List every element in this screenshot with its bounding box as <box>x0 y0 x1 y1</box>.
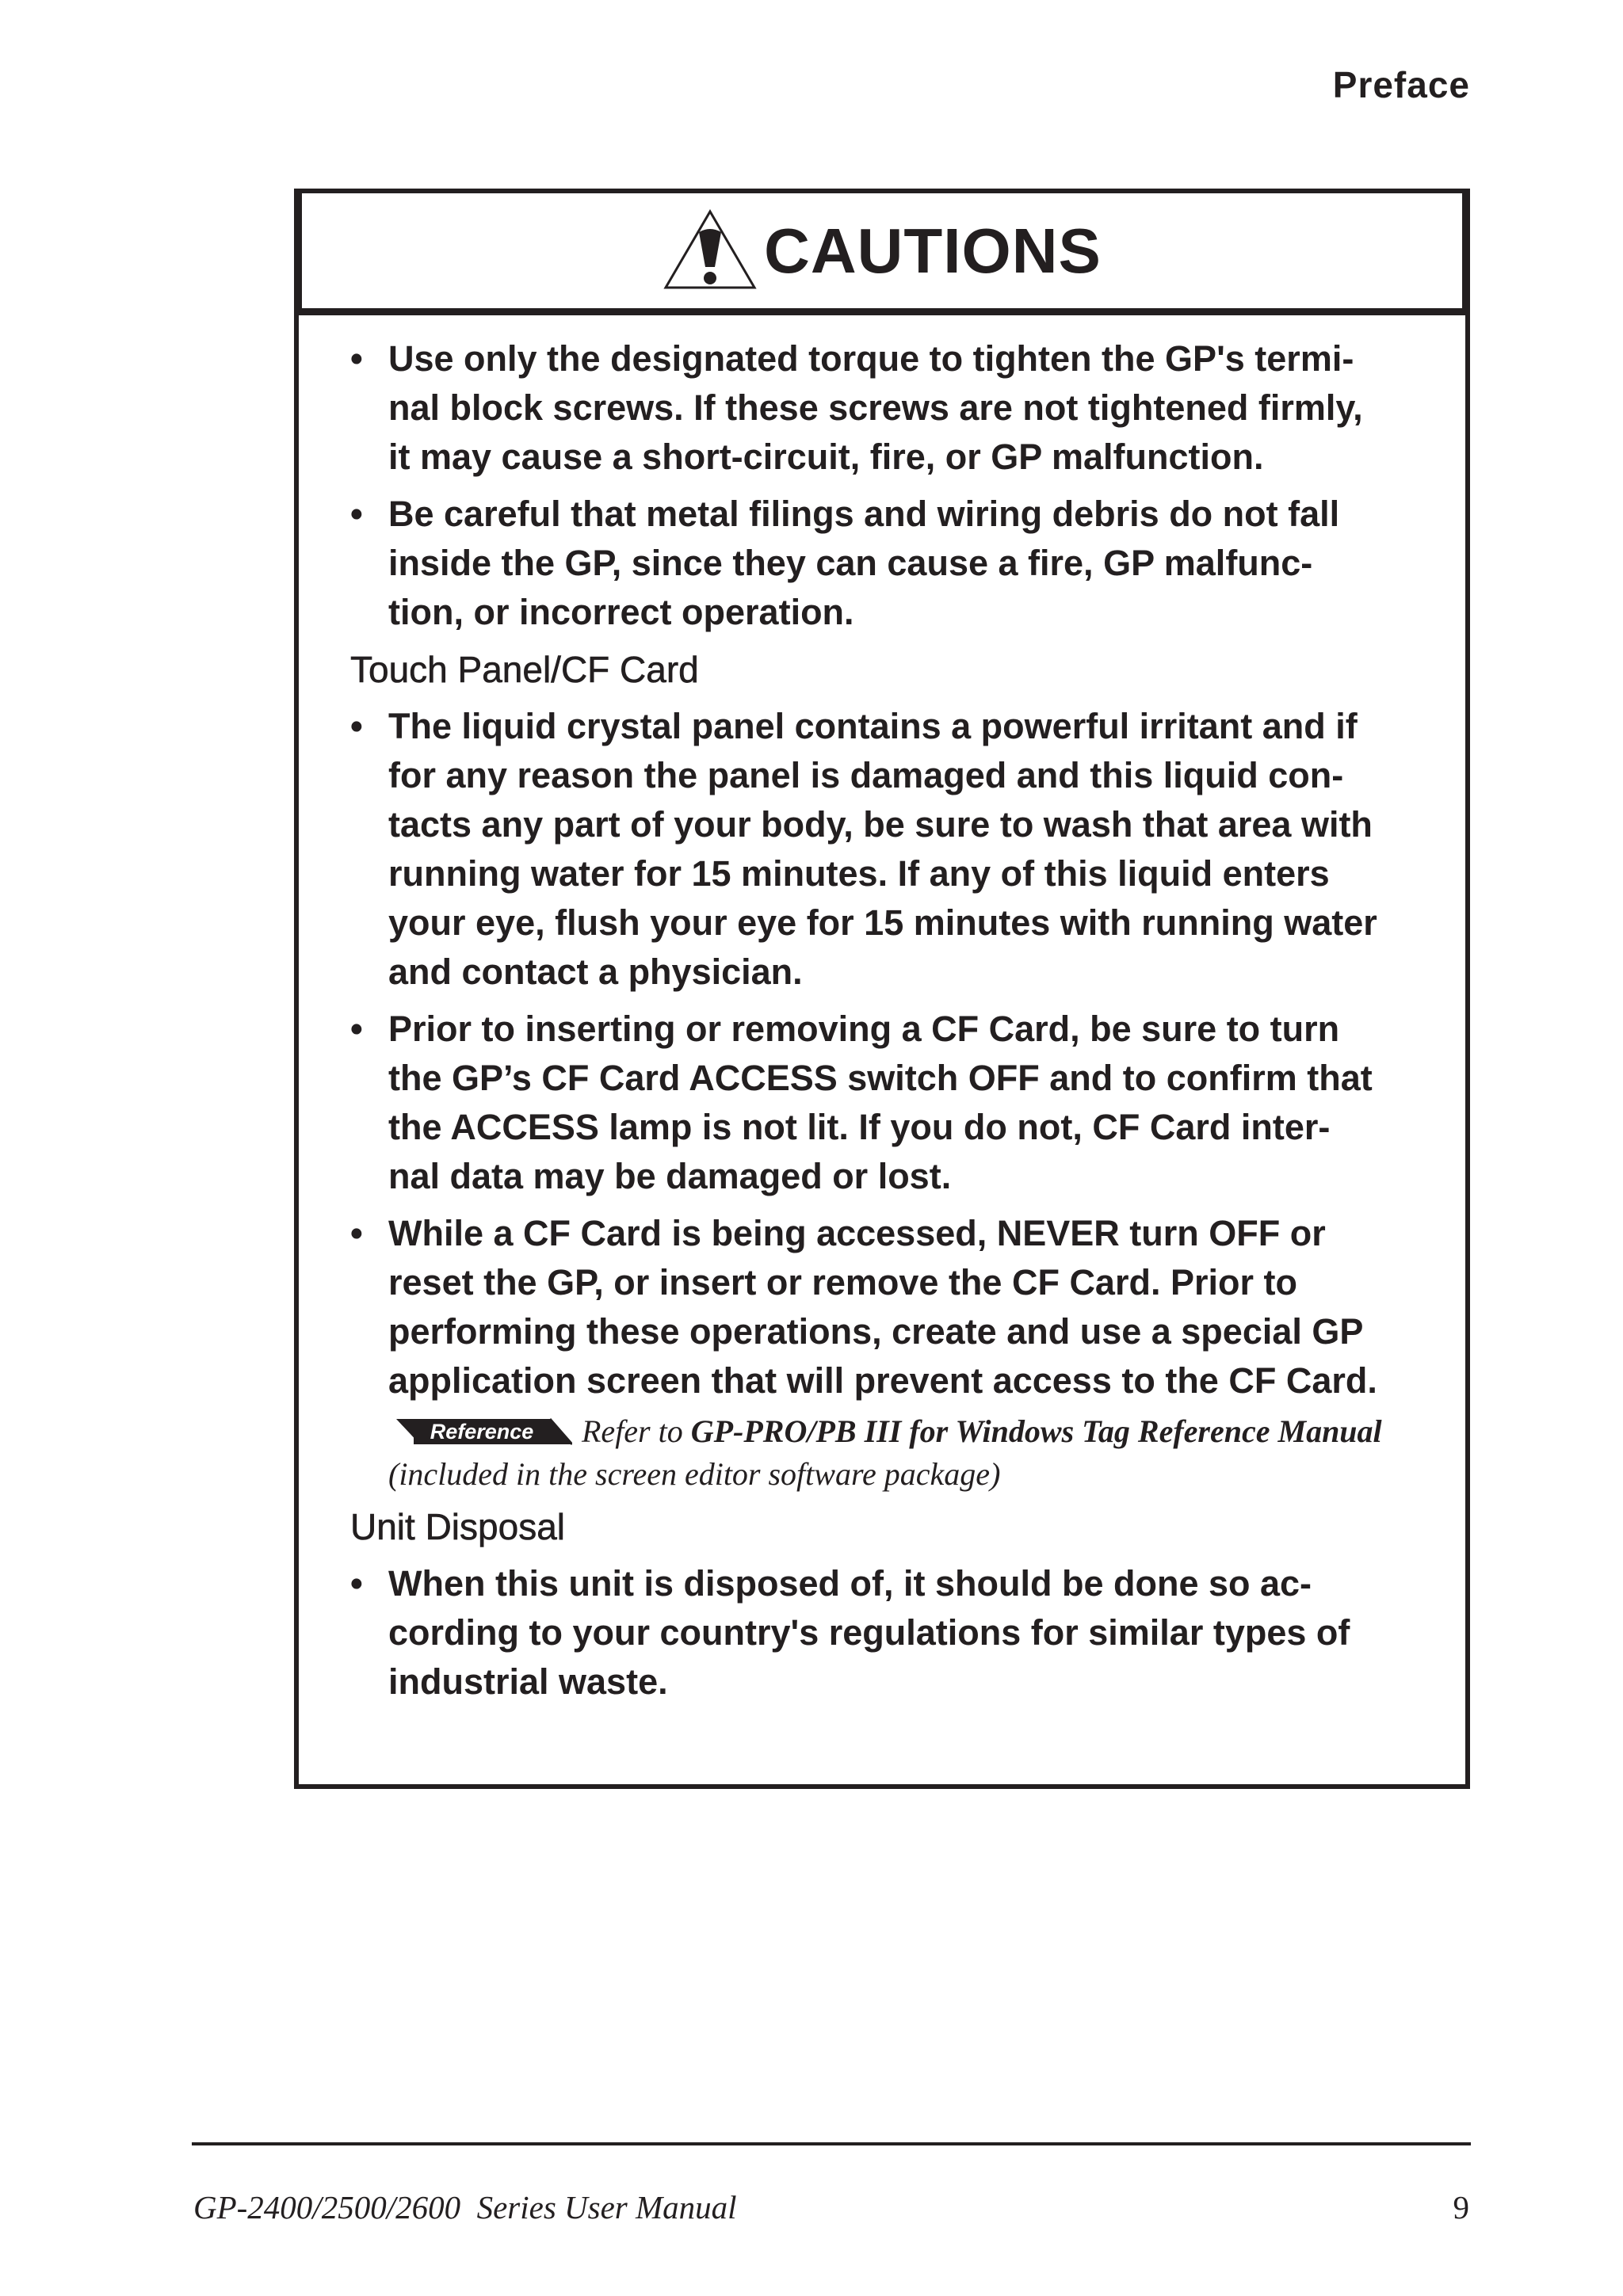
caution-line: inside the GP, since they can cause a fire, GP malfunc- <box>388 543 1313 583</box>
caution-line: and contact a physician. <box>388 952 803 992</box>
caution-line: for any reason the panel is damaged and this liquid con- <box>388 755 1344 795</box>
caution-line: application screen that will prevent access to the CF Card. <box>388 1360 1377 1401</box>
caution-line: your eye, flush your eye for 15 minutes with running water <box>388 902 1377 943</box>
bullet-icon: • <box>350 1563 363 1604</box>
caution-item-debris <box>350 490 1428 637</box>
caution-line: tion, or incorrect operation. <box>388 592 854 632</box>
caution-line: running water for 15 minutes. If any of this liquid enters <box>388 853 1330 894</box>
warning-triangle-icon <box>663 208 758 291</box>
caution-line: cording to your country's regulations for similar types of <box>388 1612 1350 1653</box>
section-title: Preface <box>1332 64 1470 105</box>
caution-line: it may cause a short-circuit, fire, or GP malfunction. <box>388 437 1264 477</box>
caution-line: tacts any part of your body, be sure to wash that area with <box>388 804 1373 845</box>
caution-line: Use only the designated torque to tighten the GP's termi- <box>388 338 1354 379</box>
bullet-icon: • <box>350 706 363 746</box>
page-number: 9 <box>1453 2189 1469 2225</box>
bullet-icon: • <box>350 338 363 379</box>
footer-manual-title: GP-2400/2500/2600 Series User Manual <box>193 2189 737 2225</box>
caution-item-torque <box>350 334 1428 482</box>
caution-line: industrial waste. <box>388 1661 668 1702</box>
reference-prefix: Refer to <box>582 1413 691 1449</box>
reference-note <box>350 1410 1428 1496</box>
caution-line: When this unit is disposed of, it should be done so ac- <box>388 1563 1312 1604</box>
bullet-icon: • <box>350 1009 363 1049</box>
cautions-content <box>350 334 1428 1714</box>
caution-item-cf-card-insert <box>350 1005 1428 1201</box>
caution-line: reset the GP, or insert or remove the CF Card. Prior to <box>388 1262 1297 1302</box>
footer-divider <box>192 2142 1471 2145</box>
reference-manual-title: GP-PRO/PB III for Windows Tag Reference Manual <box>690 1413 1382 1449</box>
touch-panel-heading: Touch Panel/CF Card <box>350 649 699 690</box>
bullet-icon: • <box>350 1213 363 1253</box>
caution-line: nal block screws. If these screws are not tightened firmly, <box>388 387 1363 428</box>
bullet-icon: • <box>350 494 363 534</box>
caution-item-liquid-crystal <box>350 702 1428 997</box>
caution-item-cf-card-access <box>350 1209 1428 1405</box>
reference-note-text: (included in the screen editor software package) <box>388 1456 1001 1492</box>
cautions-title: CAUTIONS <box>764 215 1102 286</box>
cautions-banner <box>299 193 1465 315</box>
reference-badge-icon <box>396 1416 572 1447</box>
reference-line <box>388 1410 1428 1453</box>
unit-disposal-heading: Unit Disposal <box>350 1506 565 1547</box>
caution-line: the GP’s CF Card ACCESS switch OFF and to confirm that <box>388 1058 1373 1098</box>
caution-line: Prior to inserting or removing a CF Card, be sure to turn <box>388 1009 1340 1049</box>
cautions-box <box>294 189 1470 1789</box>
caution-line: While a CF Card is being accessed, NEVER turn OFF or <box>388 1213 1326 1253</box>
reference-badge-label: Reference <box>430 1419 534 1444</box>
caution-line: The liquid crystal panel contains a powerful irritant and if <box>388 706 1358 746</box>
caution-line: performing these operations, create and use a special GP <box>388 1311 1364 1352</box>
caution-item-disposal <box>350 1559 1428 1707</box>
caution-line: Be careful that metal filings and wiring debris do not fall <box>388 494 1340 534</box>
caution-line: the ACCESS lamp is not lit. If you do not, CF Card inter- <box>388 1107 1331 1147</box>
caution-line: nal data may be damaged or lost. <box>388 1156 952 1196</box>
